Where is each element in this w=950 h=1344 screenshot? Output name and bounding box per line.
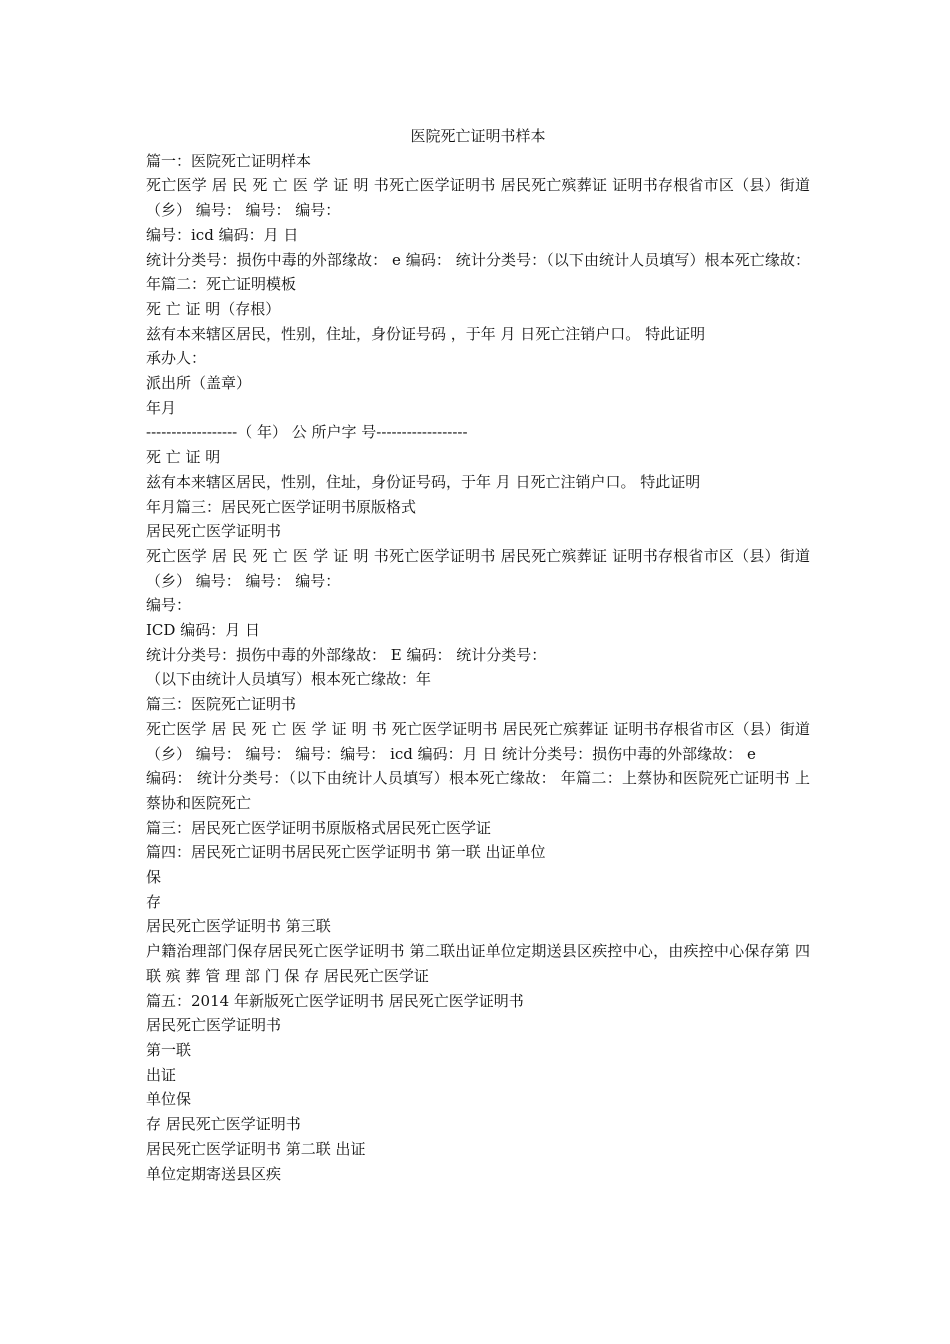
text-line: 户籍治理部门保存居民死亡医学证明书 第二联出证单位定期送县区疾控中心，由疾控中心保存第 四 联 殡 葬 管 理 部 门 保 存 居民死亡医学证 <box>146 942 810 985</box>
text-line: 统计分类号：损伤中毒的外部缘故： e 编码： 统计分类号：（以下由统计人员填写）根本死亡缘故：年篇二：死亡证明模板 <box>146 250 810 294</box>
document-title: 医院死亡证明书样本 <box>410 127 546 145</box>
text-line: 年月 <box>146 398 177 417</box>
text-line: 篇五：2014 年新版死亡医学证明书 居民死亡医学证明书 <box>146 991 524 1010</box>
text-line: 死 亡 证 明（存根） <box>146 299 281 318</box>
text-line: 篇三：居民死亡医学证明书原版格式居民死亡医学证 <box>146 818 492 837</box>
text-line: ICD 编码：月 日 <box>146 621 260 640</box>
text-line: 派出所（盖章） <box>146 374 252 393</box>
text-line: 统计分类号：损伤中毒的外部缘故： E 编码： 统计分类号： <box>146 645 547 664</box>
text-line: 死 亡 证 明 <box>146 448 221 467</box>
text-line: 死亡医学 居 民 死 亡 医 学 证 明 书 死亡医学证明书 居民死亡殡葬证 证明书存根省市区（县）街道（乡） 编号： 编号： 编号：编号： icd 编码：月 日 统计分类号：损伤中毒的外部缘故： e <box>146 719 810 763</box>
text-line: 死亡医学 居 民 死 亡 医 学 证 明 书死亡医学证明书 居民死亡殡葬证 证明书存根省市区（县）街道（乡） 编号： 编号： 编号： <box>146 546 810 590</box>
text-line: 编号：icd 编码：月 日 <box>146 225 299 244</box>
text-line: 居民死亡医学证明书 第二联 出证 <box>146 1139 366 1158</box>
text-line: 承办人： <box>146 349 207 368</box>
text-line: 篇四：居民死亡证明书居民死亡医学证明书 第一联 出证单位 <box>146 843 546 862</box>
text-line: 出证 <box>146 1065 177 1084</box>
text-line: 篇一：医院死亡证明样本 <box>146 151 312 170</box>
text-line: 第一联 <box>146 1041 192 1059</box>
text-line: 单位定期寄送县区疾 <box>146 1164 282 1183</box>
text-line: 保 <box>146 868 162 887</box>
separator-line: ------------------（ 年） 公 所户字 号------------------ <box>146 423 468 442</box>
text-line: 兹有本来辖区居民，性别，住址，身份证号码，于年 月 日死亡注销户口。 特此证明 <box>146 472 701 491</box>
text-line: 存 <box>146 892 162 911</box>
text-line: （以下由统计人员填写）根本死亡缘故：年 <box>146 670 432 689</box>
text-line: 死亡医学 居 民 死 亡 医 学 证 明 书死亡医学证明书 居民死亡殡葬证 证明书存根省市区（县）街道（乡） 编号： 编号： 编号： <box>146 176 810 220</box>
text-line: 居民死亡医学证明书 <box>146 1016 282 1035</box>
text-line: 兹有本来辖区居民，性别，住址，身份证号码 ，于年 月 日死亡注销户口。 特此证明 <box>146 324 706 343</box>
text-line: 存 居民死亡医学证明书 <box>146 1115 301 1134</box>
text-line: 居民死亡医学证明书 <box>146 522 282 541</box>
text-line: 篇三：医院死亡证明书 <box>146 695 297 714</box>
text-line: 编号： <box>146 596 192 615</box>
text-line: 编码： 统计分类号：（以下由统计人员填写）根本死亡缘故： 年篇二：上蔡协和医院死亡证明书 上蔡协和医院死亡 <box>146 769 810 812</box>
text-line: 单位保 <box>146 1090 192 1109</box>
text-line: 居民死亡医学证明书 第三联 <box>146 917 331 936</box>
document-page <box>146 124 810 1186</box>
text-line: 年月篇三：居民死亡医学证明书原版格式 <box>146 497 417 516</box>
